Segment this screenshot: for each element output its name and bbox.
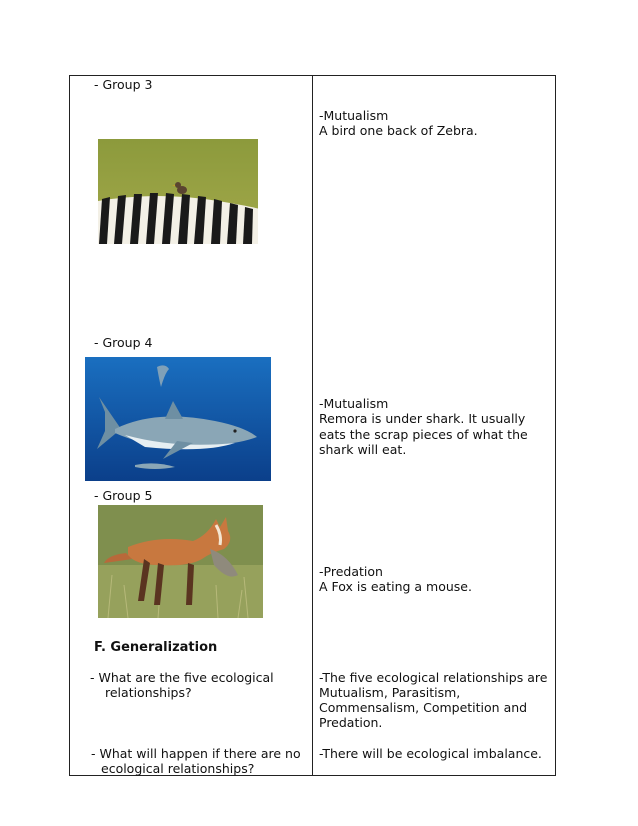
answer-1-line1: -The five ecological relationships are [319,670,548,685]
generalization-heading: F. Generalization [94,640,218,655]
answer-1-line3: Commensalism, Competition and [319,700,528,715]
group-5-label: - Group 5 [94,488,153,503]
question-1-line2: relationships? [105,685,192,700]
question-2-line2: ecological relationships? [101,761,255,776]
shark-with-remora-image [85,357,271,481]
group-4-label: - Group 4 [94,335,153,350]
column-divider [312,75,313,776]
g4-description-line2: eats the scrap pieces of what the [319,427,528,442]
g4-relationship: -Mutualism [319,396,389,411]
question-1-line1: - What are the five ecological [90,670,274,685]
fox-with-mouse-image [98,505,263,618]
answer-1-line2: Mutualism, Parasitism, [319,685,461,700]
answer-2: -There will be ecological imbalance. [319,746,542,761]
group-3-label: - Group 3 [94,77,153,92]
g5-relationship: -Predation [319,564,383,579]
answer-1-line4: Predation. [319,715,383,730]
g4-description-line1: Remora is under shark. It usually [319,411,526,426]
g4-description-line3: shark will eat. [319,442,407,457]
g3-description: A bird one back of Zebra. [319,123,478,138]
g5-description: A Fox is eating a mouse. [319,579,472,594]
question-2-line1: - What will happen if there are no [91,746,301,761]
g3-relationship: -Mutualism [319,108,389,123]
bird-on-zebra-image [98,139,258,244]
